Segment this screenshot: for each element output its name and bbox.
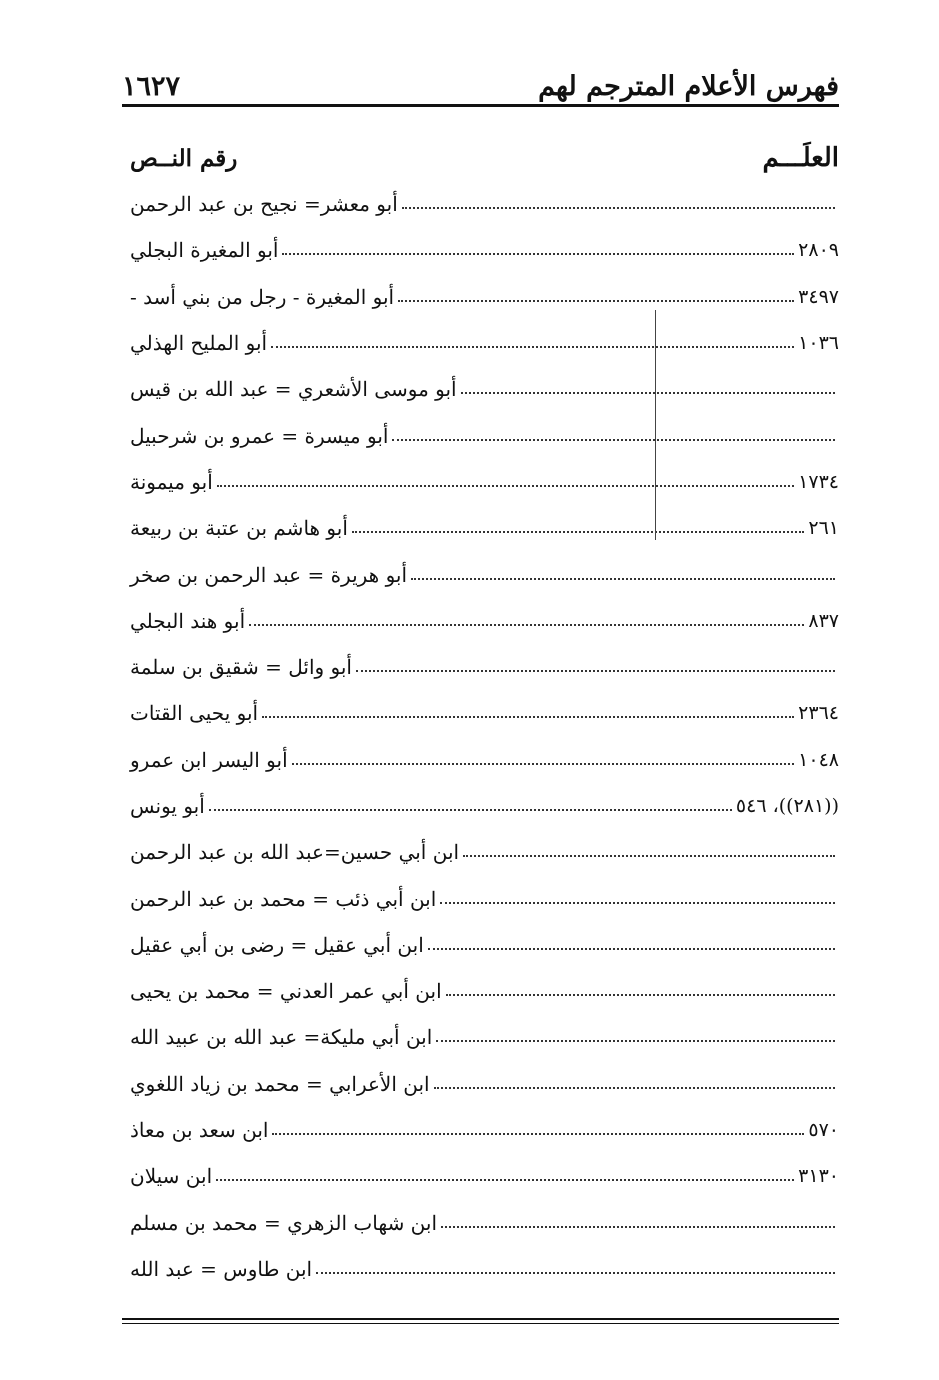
dot-leader xyxy=(271,346,794,348)
dot-leader xyxy=(216,1179,794,1181)
entry-name: أبو هاشم بن عتبة بن ربيعة xyxy=(130,516,348,541)
dot-leader xyxy=(272,1133,804,1135)
entry-name: أبو اليسر ابن عمرو xyxy=(130,747,288,772)
index-entry xyxy=(130,644,839,690)
dot-leader xyxy=(209,809,732,811)
entry-number: ٥٧٠ xyxy=(808,1119,839,1142)
dot-leader xyxy=(402,207,835,209)
entry-name: ابن أبي ذئب = محمد بن عبد الرحمن xyxy=(130,886,437,911)
entry-number: ١٧٣٤ xyxy=(798,470,839,493)
index-entry xyxy=(130,968,839,1014)
entry-name: ابن أبي مليكة= عبد الله بن عبيد الله xyxy=(130,1025,433,1050)
dot-leader xyxy=(441,1226,835,1228)
dot-leader xyxy=(411,578,835,580)
column-headings xyxy=(130,140,839,176)
dot-leader xyxy=(249,624,804,626)
entry-name: أبو ميسرة = عمرو بن شرحبيل xyxy=(130,423,389,448)
entry-name: ابن شهاب الزهري = محمد بن مسلم xyxy=(130,1210,438,1235)
dot-leader xyxy=(292,763,795,765)
index-entry xyxy=(130,1107,839,1153)
entry-number: ٢٨٠٩ xyxy=(798,239,839,262)
index-entry xyxy=(130,274,839,320)
header-title: فهرس الأعلام المترجم لهم xyxy=(538,70,839,102)
entry-name: أبو معشر= نجيح بن عبد الرحمن xyxy=(130,192,398,217)
dot-leader xyxy=(440,902,835,904)
entry-name: ابن أبي عمر العدني = محمد بن يحيى xyxy=(130,979,442,1004)
entry-name: أبو يونس xyxy=(130,794,205,818)
dot-leader xyxy=(398,300,794,302)
index-entry xyxy=(130,1246,839,1292)
index-entry xyxy=(130,181,839,227)
dot-leader xyxy=(392,439,835,441)
dot-leader xyxy=(463,855,835,857)
index-entry xyxy=(130,737,839,783)
index-entry xyxy=(130,829,839,875)
entry-name: أبو موسى الأشعري = عبد الله بن قيس xyxy=(130,377,457,402)
entry-number: ١٠٣٦ xyxy=(798,332,839,355)
entry-name: ابن سعد بن معاذ xyxy=(130,1118,269,1143)
index-entry xyxy=(130,598,839,644)
dot-leader xyxy=(436,1040,835,1042)
scan-artefact-line xyxy=(655,310,656,540)
entry-name: أبو وائل = شقيق بن سلمة xyxy=(130,655,352,680)
entry-name: ابن طاوس = عبد الله xyxy=(130,1256,313,1281)
index-entry xyxy=(130,690,839,736)
dot-leader xyxy=(446,994,835,996)
footer-rule xyxy=(122,1318,839,1320)
column-heading-number: رقم النــص xyxy=(130,144,238,172)
entry-number: ٢٦١ xyxy=(808,517,839,540)
entry-name: أبو المغيرة البجلي xyxy=(130,238,279,263)
index-entry xyxy=(130,1014,839,1060)
index-entry xyxy=(130,412,839,458)
column-heading-name: العلَـــم xyxy=(762,143,839,173)
dot-leader xyxy=(352,531,804,533)
entry-number: ٨٣٧ xyxy=(808,609,839,632)
index-entry xyxy=(130,783,839,829)
index-entry xyxy=(130,922,839,968)
index-entry xyxy=(130,227,839,273)
index-entries xyxy=(130,181,839,1292)
entry-name: أبو المغيرة - رجل من بني أسد - xyxy=(130,284,395,309)
running-header xyxy=(122,66,839,106)
entry-name: أبو المليح الهذلي xyxy=(130,331,268,356)
dot-leader xyxy=(434,1087,835,1089)
entry-number: ٢٣٦٤ xyxy=(798,702,839,725)
index-entry xyxy=(130,366,839,412)
index-entry xyxy=(130,459,839,505)
index-entry xyxy=(130,551,839,597)
entry-name: أبو يحيى القتات xyxy=(130,701,259,726)
dot-leader xyxy=(316,1272,835,1274)
entry-number: ((٢٨١))، ٥٤٦ xyxy=(735,795,839,817)
entry-name: ابن الأعرابي = محمد بن زياد اللغوي xyxy=(130,1071,430,1096)
entry-name: أبو هريرة = عبد الرحمن بن صخر xyxy=(130,562,408,587)
dot-leader xyxy=(356,670,835,672)
entry-name: ابن أبي حسين=عبد الله بن عبد الرحمن xyxy=(130,840,460,865)
dot-leader xyxy=(428,948,835,950)
dot-leader xyxy=(217,485,794,487)
page-number: ١٦٢٧ xyxy=(122,70,181,102)
footer-rule-thin xyxy=(122,1323,839,1324)
header-rule xyxy=(122,104,839,107)
entry-number: ٣٤٩٧ xyxy=(798,285,839,308)
entry-name: أبو هند البجلي xyxy=(130,608,246,633)
dot-leader xyxy=(461,392,835,394)
index-entry xyxy=(130,875,839,921)
index-entry xyxy=(130,1200,839,1246)
entry-number: ٣١٣٠ xyxy=(798,1165,839,1188)
index-entry xyxy=(130,1061,839,1107)
entry-number: ١٠٤٨ xyxy=(798,748,839,771)
index-entry xyxy=(130,1153,839,1199)
index-entry xyxy=(130,320,839,366)
entry-name: ابن سيلان xyxy=(130,1164,213,1189)
entry-name: ابن أبي عقيل = رضى بن أبي عقيل xyxy=(130,932,424,957)
dot-leader xyxy=(262,716,794,718)
index-entry xyxy=(130,505,839,551)
entry-name: أبو ميمونة xyxy=(130,469,213,494)
dot-leader xyxy=(282,253,794,255)
